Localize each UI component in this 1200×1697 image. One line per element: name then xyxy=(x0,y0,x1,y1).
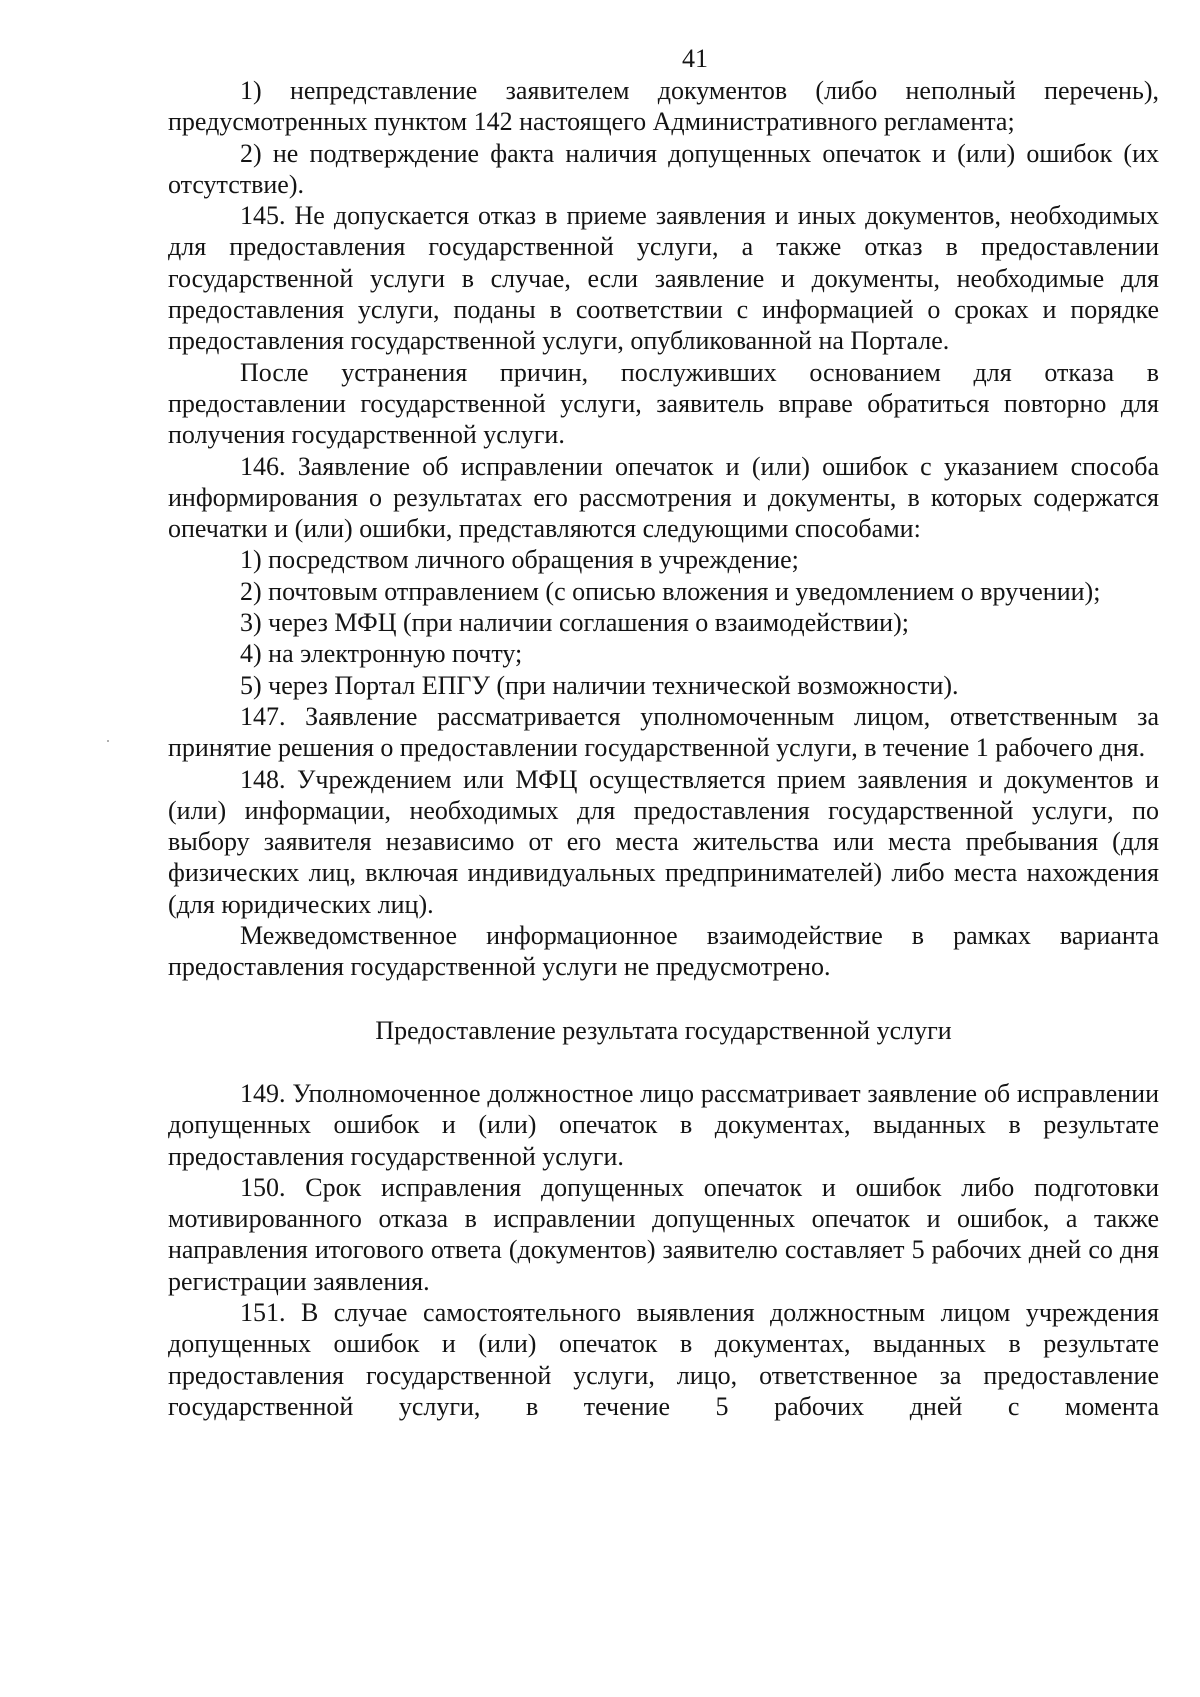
paragraph-item-2-nonconfirmation: 2) не подтверждение факта наличия допущенных опечаток и (или) ошибок (их отсутствие). xyxy=(168,138,1159,199)
section-heading: Предоставление результата государственной услуги xyxy=(375,1015,952,1045)
paragraph-146: 146. Заявление об исправлении опечаток и (или) ошибок с указанием способа информирования о результатах его рассмотрения и документы, в которых содержатся опечатки и (или) ошибки, представляются следующими способами: xyxy=(168,451,1159,544)
list-item-email: 4) на электронную почту; xyxy=(240,639,523,669)
paragraph-151: 151. В случае самостоятельного выявления должностным лицом учреждения допущенных ошибок и (или) опечаток в документах, выданных в результате предоставления государственной услуги, лицо, ответственное за предоставление государственной услуги, в течение 5 рабочих дней с момента xyxy=(168,1297,1159,1421)
scan-artifact xyxy=(107,740,109,742)
document-body xyxy=(168,75,1159,1422)
paragraph-interagency: Межведомственное информационное взаимодействие в рамках варианта предоставления государственной услуги не предусмотрено. xyxy=(168,921,1159,982)
list-item-personal-visit: 1) посредством личного обращения в учреждение; xyxy=(240,545,799,575)
page-number: 41 xyxy=(682,44,708,73)
paragraph-147: 147. Заявление рассматривается уполномоченным лицом, ответственным за принятие решения о предоставлении государственной услуги, в течение 1 рабочего дня. xyxy=(168,701,1159,763)
list-item-portal: 5) через Портал ЕПГУ (при наличии технической возможности). xyxy=(240,670,959,700)
paragraph-150: 150. Срок исправления допущенных опечаток и ошибок либо подготовки мотивированного отказа в исправлении допущенных опечаток и ошибок, а также направления итогового ответа (документов) заявителю составляет 5 рабочих дней со дня регистрации заявления. xyxy=(168,1172,1159,1296)
list-item-postal: 2) почтовым отправлением (с описью вложения и уведомлением о вручении); xyxy=(240,576,1101,606)
paragraph-145: 145. Не допускается отказ в приеме заявления и иных документов, необходимых для предоставления государственной услуги, а также отказ в предоставлении государственной услуги в случае, если заявление и документы, необходимые для предоставления услуги, поданы в соответствии с информацией о сроках и порядке предоставления государственной услуги, опубликованной на Портале. xyxy=(168,201,1159,356)
paragraph-148: 148. Учреждением или МФЦ осуществляется прием заявления и документов и (или) информации, необходимых для предоставления государственной услуги, по выбору заявителя независимо от его места жительства или места пребывания (для физических лиц, включая индивидуальных предпринимателей) либо места нахождения (для юридических лиц). xyxy=(168,764,1159,919)
list-item-mfc: 3) через МФЦ (при наличии соглашения о взаимодействии); xyxy=(240,608,909,638)
paragraph-149: 149. Уполномоченное должностное лицо рассматривает заявление об исправлении допущенных ошибок и (или) опечаток в документах, выданных в результате предоставления государственной услуги. xyxy=(168,1078,1159,1171)
paragraph-item-1-nonsubmission: 1) непредставление заявителем документов (либо неполный перечень), предусмотренных пунктом 142 настоящего Административного регламента; xyxy=(168,76,1159,137)
paragraph-after-elimination: После устранения причин, послуживших основанием для отказа в предоставлении государственной услуги, заявитель вправе обратиться повторно для получения государственной услуги. xyxy=(168,357,1159,450)
